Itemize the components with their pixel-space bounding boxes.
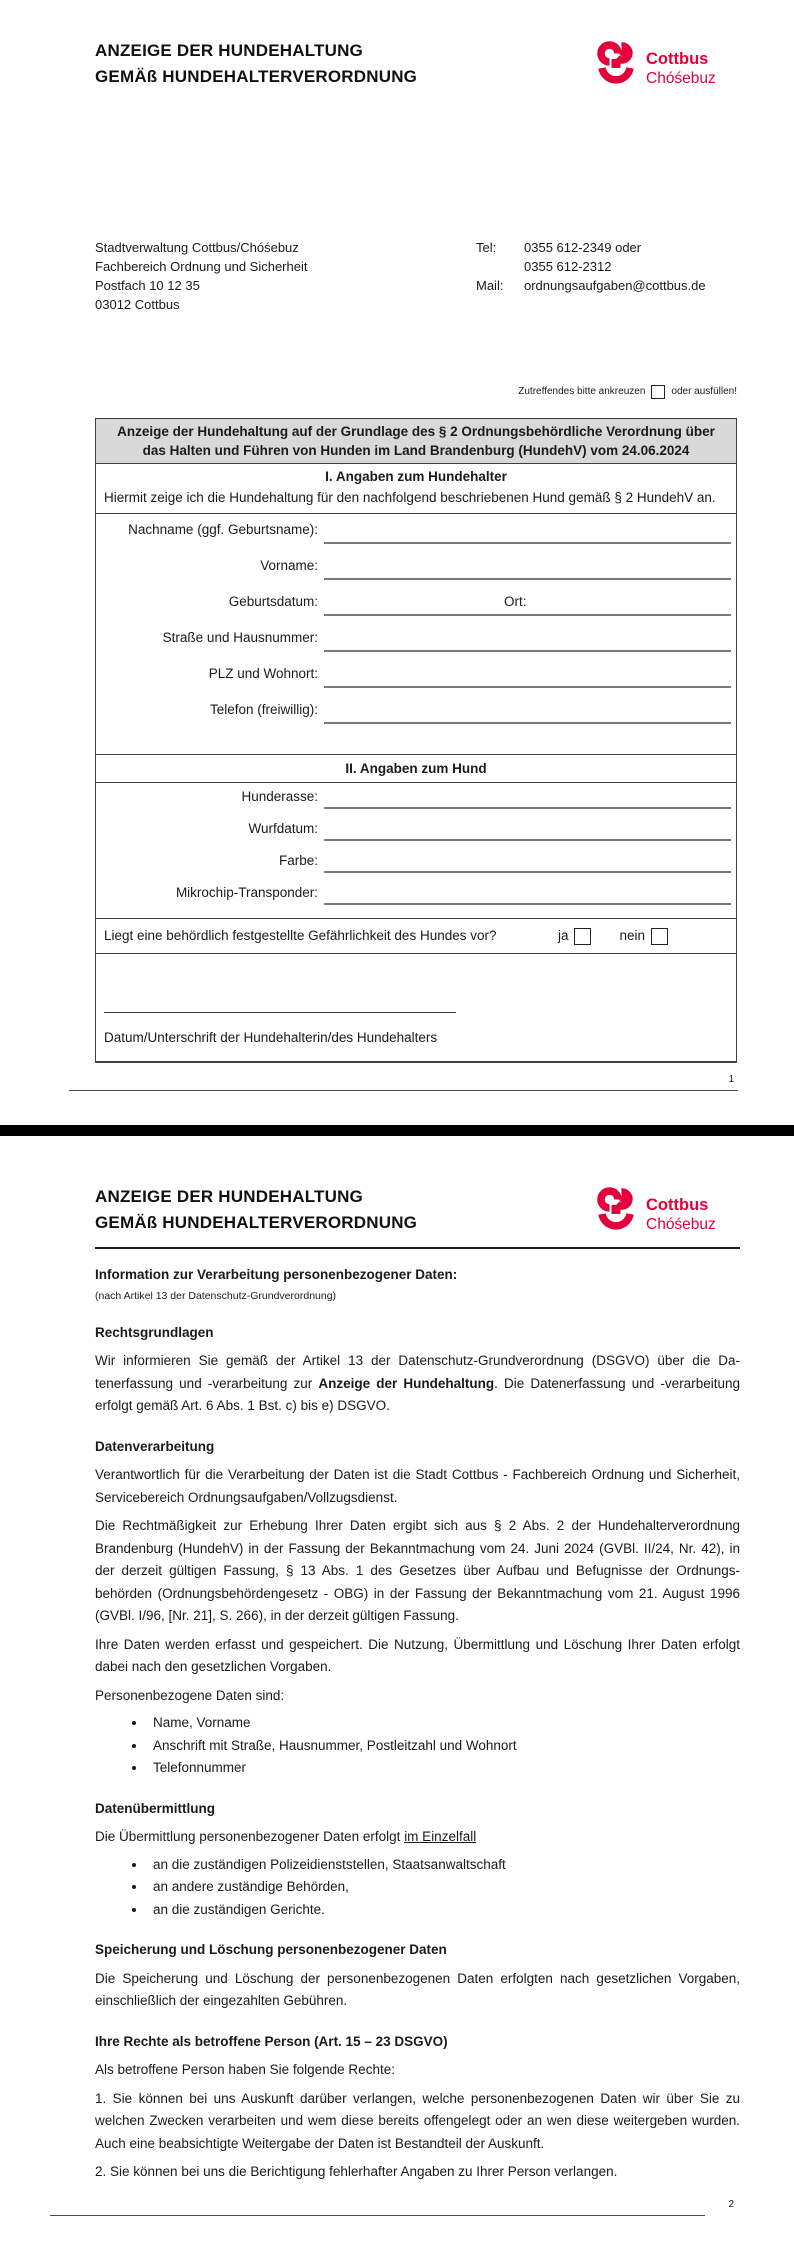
paragraph-rechte-intro: Als betroffene Person haben Sie folgende Rechte: [95, 2062, 395, 2077]
list-item: • an die zuständigen Polizeidienststellen, Staatsanwaltschaft [147, 1854, 740, 1877]
input-line-plz[interactable] [324, 686, 731, 688]
cottbus-logo-icon [595, 1186, 637, 1246]
form-row-strasse [96, 622, 736, 658]
form-row-geburtsdatum [96, 586, 736, 622]
field-label-nachname: Nachname (ggf. Geburtsname): [128, 522, 318, 537]
input-line-strasse[interactable] [324, 650, 731, 652]
spacer-row [96, 911, 736, 918]
contact-block [476, 238, 706, 295]
paragraph-recht-1: 1. Sie können bei uns Auskunft darüber verlangen, welche personenbezogenen Daten wir über Sie zu welchen Zwecken verarbeiten und wem diese bereits offengelegt oder an wen diese weitergeben wurden. Auch eine beabsichtigte Weitergabe der Daten ist Bestandteil der Auskunft. [95, 2090, 740, 2151]
page-title-line2: GEMÄß HUNDEHALTERVERORDNUNG [95, 1213, 418, 1232]
section-1-title: I. Angaben zum Hundehalter [325, 469, 507, 484]
tel-label: Tel: [476, 240, 497, 255]
page-title [95, 1184, 565, 1236]
tel-value-2: 0355 612-2312 [524, 259, 612, 274]
list-uebermittlung-empfaenger [95, 1854, 740, 1922]
input-line-telefon[interactable] [324, 722, 731, 724]
page-number-1: 1 [728, 1074, 734, 1085]
paragraph-rechtsgrundlagen: Wir informieren Sie gemäß der Artikel 13 der Datenschutz-Grundverordnung (DSGVO) über die Datenerfassung und -verarbeitung zur Anzeige der Hundehaltung. Die Datenerfassung und -verarbeitung erfolgt gemäß Art. 6 Abs. 1 Bst. c) bis e) DSGVO. [95, 1353, 740, 1413]
list-item: • an andere zuständige Behörden, [147, 1876, 740, 1899]
underlined-im-einzelfall: im Einzelfall [404, 1829, 477, 1844]
page-separator [0, 1125, 794, 1136]
form-row-farbe [96, 847, 736, 879]
input-line-mikrochip[interactable] [324, 903, 731, 905]
privacy-information [95, 1264, 740, 2184]
brand-wordmark [646, 1186, 716, 1235]
heading-rechtsgrundlagen: Rechtsgrundlagen [95, 1324, 214, 1340]
list-item: • Anschrift mit Straße, Hausnummer, Postleitzahl und Wohnort [147, 1735, 740, 1758]
heading-datenuebermittlung: Datenübermittlung [95, 1800, 215, 1816]
paragraph-rechtmaessigkeit: Die Rechtmäßigkeit zur Erhebung Ihrer Daten ergibt sich aus § 2 Abs. 2 der Hundehalterverordnung Brandenburg (HundehV) in der Fassung der Bekanntmachung vom 24. Juni 2024 (GVBl. II/24, Nr. 42), in der derzeit gültigen Fassung, § 13 Abs. 1 des Gesetzes über Aufbau und Befugnisse der Ordnungsbehörden (Ordnungsbehördengesetz - OBG) in der Fassung der Bekanntmachung vom 21. August 1996 (GVBl. I/96, [Nr. 21], S. 266), in der derzeit gültigen Fassung. [95, 1518, 740, 1623]
no-label: nein [619, 928, 645, 943]
input-line-geburtsdatum-ort[interactable] [324, 614, 731, 616]
danger-question: Liegt eine behördlich festgestellte Gefährlichkeit des Hundes vor? [104, 928, 497, 943]
field-label-farbe: Farbe: [278, 853, 318, 868]
info-title: Information zur Verarbeitung personenbezogener Daten: [95, 1267, 458, 1282]
field-label-telefon: Telefon (freiwillig): [209, 702, 318, 717]
field-label-geburtsdatum: Geburtsdatum: [228, 594, 318, 609]
form-row-telefon [96, 694, 736, 730]
paragraph-erfassung: Ihre Daten werden erfasst und gespeichert. Die Nutzung, Übermittlung und Löschung Ihrer Daten erfolgt dabei nach den gesetzlichen Vorgaben. [95, 1636, 740, 1674]
input-line-farbe[interactable] [324, 871, 731, 873]
sender-line: Fachbereich Ordnung und Sicherheit [95, 259, 308, 274]
fill-hint-before: Zutreffendes bitte ankreuzen [518, 386, 646, 397]
page-title [95, 38, 565, 90]
form-row-nachname [96, 514, 736, 550]
cottbus-logo-icon [595, 40, 637, 100]
brand-name: Cottbus [646, 50, 709, 68]
form-row-hunderasse [96, 783, 736, 815]
mail-label: Mail: [476, 278, 504, 293]
footer-rule-page-2 [50, 2215, 705, 2216]
signature-label: Datum/Unterschrift der Hundehalterin/des Hundehalters [104, 1030, 438, 1045]
cottbus-logo [595, 40, 716, 100]
footer-rule-page-1 [69, 1090, 738, 1091]
page-number-2: 2 [728, 2199, 734, 2210]
paragraph-verantwortlich: Verantwortlich für die Verarbeitung der Daten ist die Stadt Cottbus - Fachbereich Ordnung und Sicherheit, Servicebereich Ordnungsaufgaben/Vollzugsdienst. [95, 1467, 740, 1505]
yes-label: ja [557, 928, 569, 943]
signature-block [96, 954, 736, 1061]
sender-line: Postfach 10 12 35 [95, 278, 200, 293]
form-row-wurfdatum [96, 815, 736, 847]
hint-checkbox[interactable] [651, 385, 665, 399]
paragraph-uebermittlung: Die Übermittlung personenbezogener Daten erfolgt im Einzelfall [95, 1829, 477, 1844]
heading-rechte: Ihre Rechte als betroffene Person (Art. 15 – 23 DSGVO) [95, 2033, 448, 2049]
tel-value-1: 0355 612-2349 oder [524, 240, 642, 255]
page-title-line2: GEMÄß HUNDEHALTERVERORDNUNG [95, 67, 418, 86]
input-line-vorname[interactable] [324, 578, 731, 580]
field-label-ort: Ort: [504, 594, 527, 609]
header-rule-page-2 [95, 1247, 740, 1249]
brand-name: Cottbus [646, 1196, 709, 1214]
sender-line: Stadtverwaltung Cottbus/Chóśebuz [95, 240, 299, 255]
field-label-strasse: Straße und Hausnummer: [162, 630, 318, 645]
field-label-plz: PLZ und Wohnort: [208, 666, 318, 681]
field-label-wurfdatum: Wurfdatum: [248, 821, 318, 836]
brand-name-sorbian: Chóśebuz [646, 70, 716, 87]
list-item: • an die zuständigen Gerichte. [147, 1899, 740, 1922]
list-personenbezogene-daten [95, 1712, 740, 1780]
bold-anzeige-der-hundehaltung: Anzeige der Hundehaltung [318, 1375, 495, 1391]
cottbus-logo [595, 1186, 716, 1246]
mail-value[interactable]: ordnungsaufgaben@cottbus.de [524, 278, 706, 293]
brand-wordmark [646, 40, 716, 89]
fill-hint-after: oder ausfüllen! [671, 386, 737, 397]
list-item: • Name, Vorname [147, 1712, 740, 1735]
page-title-line1: ANZEIGE DER HUNDEHALTUNG [95, 41, 363, 60]
no-checkbox[interactable] [651, 928, 668, 945]
field-label-hunderasse: Hunderasse: [241, 789, 318, 804]
input-line-wurfdatum[interactable] [324, 839, 731, 841]
signature-line[interactable] [104, 1012, 456, 1013]
fill-hint [95, 385, 737, 399]
paragraph-recht-2: 2. Sie können bei uns die Berichtigung fehlerhafter Angaben zu Ihrer Person verlangen. [95, 2164, 618, 2179]
section-2-title: II. Angaben zum Hund [96, 754, 736, 783]
sender-address [95, 238, 307, 314]
field-label-vorname: Vorname: [260, 558, 318, 573]
heading-speicherung: Speicherung und Löschung personenbezogener Daten [95, 1942, 447, 1957]
form-row-vorname [96, 550, 736, 586]
danger-question-row [96, 918, 736, 954]
section-1-intro: Hiermit zeige ich die Hundehaltung für den nachfolgend beschriebenen Hund gemäß § 2 HundehV an. [96, 487, 736, 514]
input-line-nachname[interactable] [324, 542, 731, 544]
sender-line: 03012 Cottbus [95, 297, 180, 312]
page-title-line1: ANZEIGE DER HUNDEHALTUNG [95, 1187, 363, 1206]
list-item: • Telefonnummer [147, 1757, 740, 1780]
info-subtitle: (nach Artikel 13 der Datenschutz-Grundverordnung) [95, 1289, 337, 1302]
heading-datenverarbeitung: Datenverarbeitung [95, 1438, 215, 1454]
brand-name-sorbian: Chóśebuz [646, 1216, 716, 1233]
field-label-mikrochip: Mikrochip-Transponder: [175, 885, 318, 900]
form-header: Anzeige der Hundehaltung auf der Grundlage des § 2 Ordnungsbehördliche Verordnung über das Halten und Führen von Hunden im Land Brandenburg (HundehV) vom 24.06.2024 [96, 419, 736, 464]
paragraph-personenbezogene-daten: Personenbezogene Daten sind: [95, 1687, 285, 1703]
input-line-hunderasse[interactable] [324, 807, 731, 809]
form-row-plz [96, 658, 736, 694]
yes-checkbox[interactable] [574, 928, 591, 945]
form-row-mikrochip [96, 879, 736, 911]
dog-registration-form [95, 418, 737, 1063]
tel-label-spacer [476, 257, 524, 276]
spacer-row [96, 730, 736, 754]
paragraph-speicherung: Die Speicherung und Löschung der personenbezogenen Daten erfolgten nach gesetzlichen Vorgaben, einschließlich der eingezahlten Gebühren. [95, 1970, 740, 2008]
